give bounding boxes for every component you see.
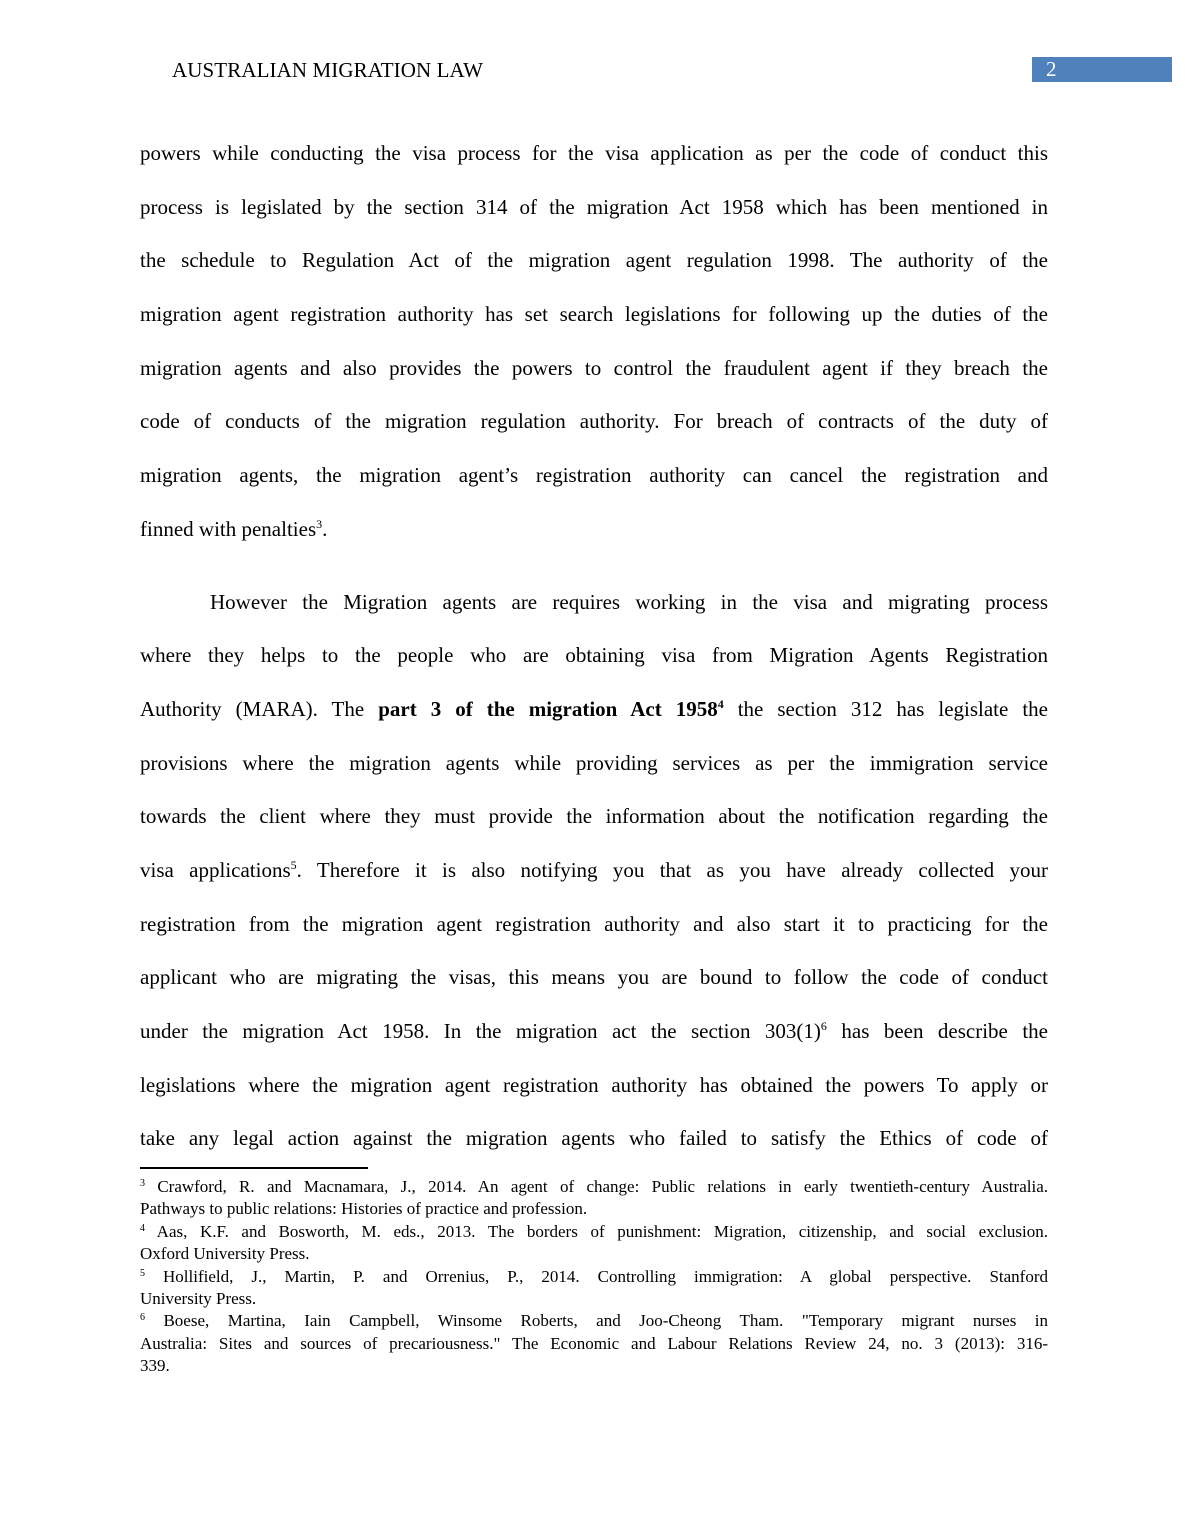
page-number-badge	[1032, 57, 1172, 82]
footnote-reference[interactable]: 5	[290, 857, 297, 872]
text-run: where they helps to the people who are obtaining visa from Migration Agents Registration	[140, 643, 1048, 668]
text-line	[140, 844, 1048, 898]
text-line	[140, 951, 1048, 1005]
footnote-number: 6	[140, 1312, 145, 1324]
footnote	[140, 1266, 1048, 1311]
page-number: 2	[1046, 57, 1057, 81]
text-line	[140, 234, 1048, 288]
text-run: migration agents and also provides the powers to control the fraudulent agent if they breach the	[140, 355, 1048, 380]
text-line	[140, 1112, 1048, 1166]
text-line	[140, 683, 1048, 737]
text-run: visa applications	[140, 857, 291, 882]
footnote-text: 339.	[140, 1356, 170, 1376]
footnote-number: 4	[140, 1222, 145, 1234]
text-run: applicant who are migrating the visas, this means you are bound to follow the code of conduct	[140, 965, 1048, 990]
footnote-text: Australia: Sites and sources of precariousness." The Economic and Labour Relations Review 24, no. 3 (2013): 316-	[140, 1333, 1048, 1353]
footnote-line	[140, 1176, 1048, 1198]
footnote-line	[140, 1355, 1048, 1377]
text-run: the schedule to Regulation Act of the migration agent regulation 1998. The authority of the	[140, 248, 1048, 273]
footnote	[140, 1221, 1048, 1266]
text-line	[140, 790, 1048, 844]
document-body	[140, 127, 1048, 1166]
footnote-line	[140, 1198, 1048, 1220]
text-line	[140, 503, 1048, 557]
text-run: provisions where the migration agents while providing services as per the immigration service	[140, 750, 1048, 775]
footnote-text: Aas, K.F. and Bosworth, M. eds., 2013. The borders of punishment: Migration, citizenship, and social exclusion.	[156, 1221, 1048, 1241]
text-run: legislations where the migration agent registration authority has obtained the powers To apply or	[140, 1072, 1048, 1097]
text-line	[140, 1059, 1048, 1113]
bold-text: part 3 of the migration Act 1958	[378, 696, 718, 721]
text-run: registration from the migration agent registration authority and also start it to practicing for the	[140, 911, 1048, 936]
text-run: finned with penalties	[140, 516, 317, 541]
footnote-reference[interactable]: 4	[717, 696, 724, 711]
text-run: migration agents, the migration agent’s registration authority can cancel the registration and	[140, 463, 1048, 488]
text-run: code of conducts of the migration regulation authority. For breach of contracts of the duty of	[140, 409, 1048, 434]
text-line	[140, 127, 1048, 181]
text-line	[140, 342, 1048, 396]
footnote-text: Crawford, R. and Macnamara, J., 2014. An agent of change: Public relations in early twentieth-century Australia.	[157, 1177, 1048, 1196]
footnote-text: Hollifield, J., Martin, P. and Orrenius, P., 2014. Controlling immigration: A global perspective. Stanford	[163, 1266, 1048, 1286]
text-run: has been describe the	[826, 1019, 1048, 1043]
text-line	[140, 576, 1048, 630]
footnote-text: Boese, Martina, Iain Campbell, Winsome Roberts, and Joo-Cheong Tham. "Temporary migrant nurses in	[163, 1311, 1048, 1331]
text-run: under the migration Act 1958. In the migration act the section 303(1)	[140, 1019, 821, 1043]
text-line	[140, 737, 1048, 791]
footnote-line	[140, 1243, 1048, 1265]
text-line	[140, 1005, 1048, 1059]
text-run: the section 312 has legislate the	[723, 696, 1048, 721]
paragraph	[140, 127, 1048, 557]
footnote	[140, 1310, 1048, 1377]
footnote-line	[140, 1333, 1048, 1355]
footnote-text: University Press.	[140, 1288, 257, 1308]
footnote-separator	[140, 1167, 368, 1169]
text-run: towards the client where they must provide the information about the notification regarding the	[140, 804, 1048, 829]
text-run: . Therefore it is also notifying you that as you have already collected your	[296, 857, 1048, 882]
footnotes	[140, 1176, 1048, 1378]
text-run: Authority (MARA). The	[140, 696, 379, 721]
text-run: process is legislated by the section 314 of the migration Act 1958 which has been mentioned in	[140, 194, 1048, 219]
footnote	[140, 1176, 1048, 1221]
paragraph	[140, 576, 1048, 1167]
footnote-number: 3	[140, 1178, 145, 1189]
footnote-line	[140, 1266, 1048, 1288]
text-run: powers while conducting the visa process for the visa application as per the code of conduct this	[140, 141, 1048, 165]
text-line	[140, 898, 1048, 952]
text-run: However the Migration agents are requires working in the visa and migrating process	[210, 589, 1048, 614]
footnote-line	[140, 1221, 1048, 1243]
text-run: migration agent registration authority has set search legislations for following up the duties of the	[140, 302, 1048, 327]
text-line	[140, 181, 1048, 235]
footnote-line	[140, 1288, 1048, 1310]
footnote-reference[interactable]: 3	[316, 516, 323, 531]
text-run: .	[322, 516, 328, 541]
footnote-number: 5	[140, 1267, 145, 1279]
text-line	[140, 629, 1048, 683]
text-line	[140, 395, 1048, 449]
text-run: take any legal action against the migration agents who failed to satisfy the Ethics of code of	[140, 1126, 1048, 1151]
footnote-text: Pathways to public relations: Histories of practice and profession.	[140, 1199, 588, 1219]
text-line	[140, 288, 1048, 342]
footnote-line	[140, 1310, 1048, 1332]
footnote-reference[interactable]: 6	[820, 1019, 827, 1033]
text-line	[140, 449, 1048, 503]
running-header-title: AUSTRALIAN MIGRATION LAW	[172, 58, 484, 82]
footnote-text: Oxford University Press.	[140, 1244, 310, 1264]
